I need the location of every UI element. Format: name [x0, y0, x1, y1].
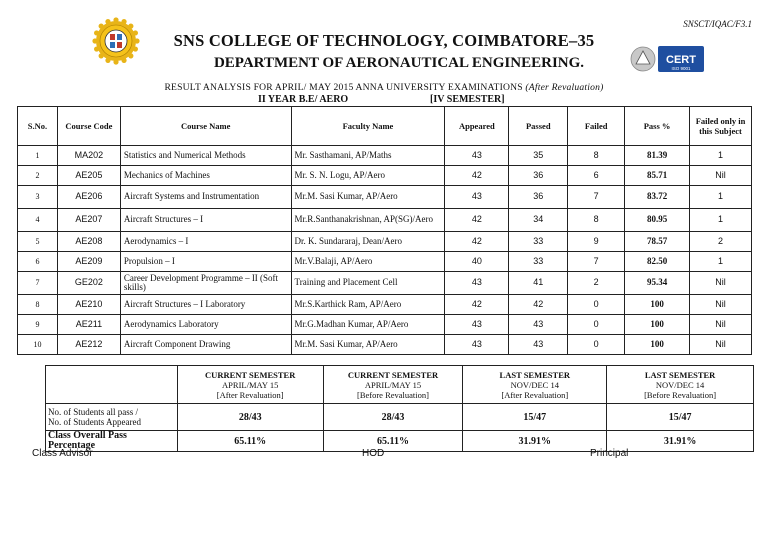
course-name: Aircraft Component Drawing: [120, 335, 291, 355]
passed-count: 33: [509, 252, 568, 272]
serial-number: 5: [18, 232, 58, 252]
summary-row-label: Class Overall Pass Percentage: [46, 431, 178, 452]
summary-pass-pct-row: [46, 431, 754, 452]
pass-percentage: 83.72: [625, 186, 690, 209]
summary-col-header: CURRENT SEMESTER APRIL/MAY 15 [Before Revaluation]: [323, 366, 463, 404]
col-header: Appeared: [445, 107, 509, 146]
table-row: [18, 335, 752, 355]
all-pass-value: 28/43: [177, 404, 323, 431]
summary-row-label: No. of Students all pass / No. of Students Appeared: [46, 404, 178, 431]
failed-count: 0: [568, 295, 625, 315]
serial-number: 3: [18, 186, 58, 209]
course-name: Aerodynamics Laboratory: [120, 315, 291, 335]
failed-only-count: 2: [690, 232, 752, 252]
failed-only-count: 1: [690, 252, 752, 272]
faculty-name: Training and Placement Cell: [291, 272, 445, 295]
year-label: II YEAR B.E/ AERO: [258, 94, 349, 105]
result-title-text: RESULT ANALYSIS FOR APRIL/ MAY 2015 ANNA UNIVERSITY EXAMINATIONS: [164, 82, 523, 93]
appeared-count: 42: [445, 166, 509, 186]
col-header: Failed only in this Subject: [690, 107, 752, 146]
table-row: [18, 272, 752, 295]
course-name: Career Development Programme – II (Soft skills): [120, 272, 291, 295]
table-header-row: [18, 107, 752, 146]
faculty-name: Mr.S.Karthick Ram, AP/Aero: [291, 295, 445, 315]
course-name: Aircraft Structures – I Laboratory: [120, 295, 291, 315]
course-code: AE206: [57, 186, 120, 209]
overall-pct-value: 65.11%: [177, 431, 323, 452]
serial-number: 4: [18, 209, 58, 232]
failed-count: 8: [568, 209, 625, 232]
table-row: [18, 209, 752, 232]
overall-pct-value: 31.91%: [607, 431, 754, 452]
appeared-count: 43: [445, 315, 509, 335]
failed-count: 8: [568, 146, 625, 166]
result-table: [17, 106, 752, 355]
faculty-name: Dr. K. Sundararaj, Dean/Aero: [291, 232, 445, 252]
summary-col-header: CURRENT SEMESTER APRIL/MAY 15 [After Revaluation]: [177, 366, 323, 404]
pass-percentage: 81.39: [625, 146, 690, 166]
appeared-count: 40: [445, 252, 509, 272]
passed-count: 43: [509, 315, 568, 335]
col-header: Course Name: [120, 107, 291, 146]
course-code: AE208: [57, 232, 120, 252]
pass-percentage: 80.95: [625, 209, 690, 232]
serial-number: 10: [18, 335, 58, 355]
course-code: AE210: [57, 295, 120, 315]
pass-percentage: 85.71: [625, 166, 690, 186]
col-header: Faculty Name: [291, 107, 445, 146]
table-row: [18, 315, 752, 335]
col-header: S.No.: [18, 107, 58, 146]
summary-corner: [46, 366, 178, 404]
serial-number: 2: [18, 166, 58, 186]
failed-only-count: Nil: [690, 295, 752, 315]
pass-percentage: 82.50: [625, 252, 690, 272]
col-header: Pass %: [625, 107, 690, 146]
course-code: MA202: [57, 146, 120, 166]
serial-number: 1: [18, 146, 58, 166]
course-code: AE212: [57, 335, 120, 355]
all-pass-value: 15/47: [607, 404, 754, 431]
passed-count: 36: [509, 186, 568, 209]
passed-count: 33: [509, 232, 568, 252]
appeared-count: 43: [445, 186, 509, 209]
failed-count: 2: [568, 272, 625, 295]
course-code: AE209: [57, 252, 120, 272]
failed-only-count: Nil: [690, 315, 752, 335]
serial-number: 6: [18, 252, 58, 272]
table-row: [18, 295, 752, 315]
class-advisor-label: Class Advisor: [32, 448, 93, 459]
appeared-count: 42: [445, 209, 509, 232]
col-header: Course Code: [57, 107, 120, 146]
all-pass-value: 15/47: [463, 404, 607, 431]
passed-count: 35: [509, 146, 568, 166]
summary-col-header: LAST SEMESTER NOV/DEC 14 [Before Revaluation]: [607, 366, 754, 404]
summary-col-header: LAST SEMESTER NOV/DEC 14 [After Revaluation]: [463, 366, 607, 404]
faculty-name: Mr.G.Madhan Kumar, AP/Aero: [291, 315, 445, 335]
table-row: [18, 252, 752, 272]
appeared-count: 42: [445, 295, 509, 315]
course-name: Aircraft Structures – I: [120, 209, 291, 232]
pass-percentage: 95.34: [625, 272, 690, 295]
summary-all-pass-row: [46, 404, 754, 431]
appeared-count: 43: [445, 146, 509, 166]
col-header: Passed: [509, 107, 568, 146]
cert-logo: [630, 42, 708, 76]
result-title-note: (After Revaluation): [525, 82, 604, 93]
failed-only-count: Nil: [690, 272, 752, 295]
course-name: Aerodynamics – I: [120, 232, 291, 252]
table-row: [18, 186, 752, 209]
semester-label: [IV SEMESTER]: [430, 94, 505, 105]
cert-label: CERT: [666, 54, 696, 66]
serial-number: 8: [18, 295, 58, 315]
faculty-name: Mr.M. Sasi Kumar, AP/Aero: [291, 335, 445, 355]
failed-only-count: Nil: [690, 335, 752, 355]
course-code: AE211: [57, 315, 120, 335]
passed-count: 36: [509, 166, 568, 186]
passed-count: 34: [509, 209, 568, 232]
course-name: Propulsion – I: [120, 252, 291, 272]
appeared-count: 42: [445, 232, 509, 252]
course-name: Mechanics of Machines: [120, 166, 291, 186]
result-title: [0, 82, 768, 93]
faculty-name: Mr.V.Balaji, AP/Aero: [291, 252, 445, 272]
failed-count: 7: [568, 252, 625, 272]
cert-iso: ISO 9001: [671, 66, 691, 71]
course-code: GE202: [57, 272, 120, 295]
passed-count: 42: [509, 295, 568, 315]
hod-label: HOD: [362, 448, 385, 459]
summary-table: [45, 365, 754, 452]
document-code: SNSCT/IQAC/F3.1: [683, 19, 752, 29]
appeared-count: 43: [445, 272, 509, 295]
failed-count: 0: [568, 315, 625, 335]
failed-only-count: Nil: [690, 166, 752, 186]
overall-pct-value: 31.91%: [463, 431, 607, 452]
failed-count: 0: [568, 335, 625, 355]
faculty-name: Mr. Sasthamani, AP/Maths: [291, 146, 445, 166]
course-name: Aircraft Systems and Instrumentation: [120, 186, 291, 209]
all-pass-value: 28/43: [323, 404, 463, 431]
failed-only-count: 1: [690, 209, 752, 232]
overall-pct-value: 65.11%: [323, 431, 463, 452]
pass-percentage: 100: [625, 335, 690, 355]
serial-number: 9: [18, 315, 58, 335]
col-header: Failed: [568, 107, 625, 146]
college-name: SNS COLLEGE OF TECHNOLOGY, COIMBATORE–35: [173, 31, 595, 50]
faculty-name: Mr.R.Santhanakrishnan, AP(SG)/Aero: [291, 209, 445, 232]
table-row: [18, 166, 752, 186]
serial-number: 7: [18, 272, 58, 295]
principal-label: Principal: [590, 448, 629, 459]
table-row: [18, 146, 752, 166]
summary-header-row: [46, 366, 754, 404]
passed-count: 41: [509, 272, 568, 295]
course-code: AE207: [57, 209, 120, 232]
faculty-name: Mr. S. N. Logu, AP/Aero: [291, 166, 445, 186]
course-code: AE205: [57, 166, 120, 186]
failed-only-count: 1: [690, 186, 752, 209]
failed-only-count: 1: [690, 146, 752, 166]
department-name: DEPARTMENT OF AERONAUTICAL ENGINEERING.: [213, 55, 585, 71]
passed-count: 43: [509, 335, 568, 355]
course-name: Statistics and Numerical Methods: [120, 146, 291, 166]
table-row: [18, 232, 752, 252]
appeared-count: 43: [445, 335, 509, 355]
pass-percentage: 100: [625, 295, 690, 315]
failed-count: 9: [568, 232, 625, 252]
failed-count: 6: [568, 166, 625, 186]
pass-percentage: 100: [625, 315, 690, 335]
pass-percentage: 78.57: [625, 232, 690, 252]
failed-count: 7: [568, 186, 625, 209]
faculty-name: Mr.M. Sasi Kumar, AP/Aero: [291, 186, 445, 209]
